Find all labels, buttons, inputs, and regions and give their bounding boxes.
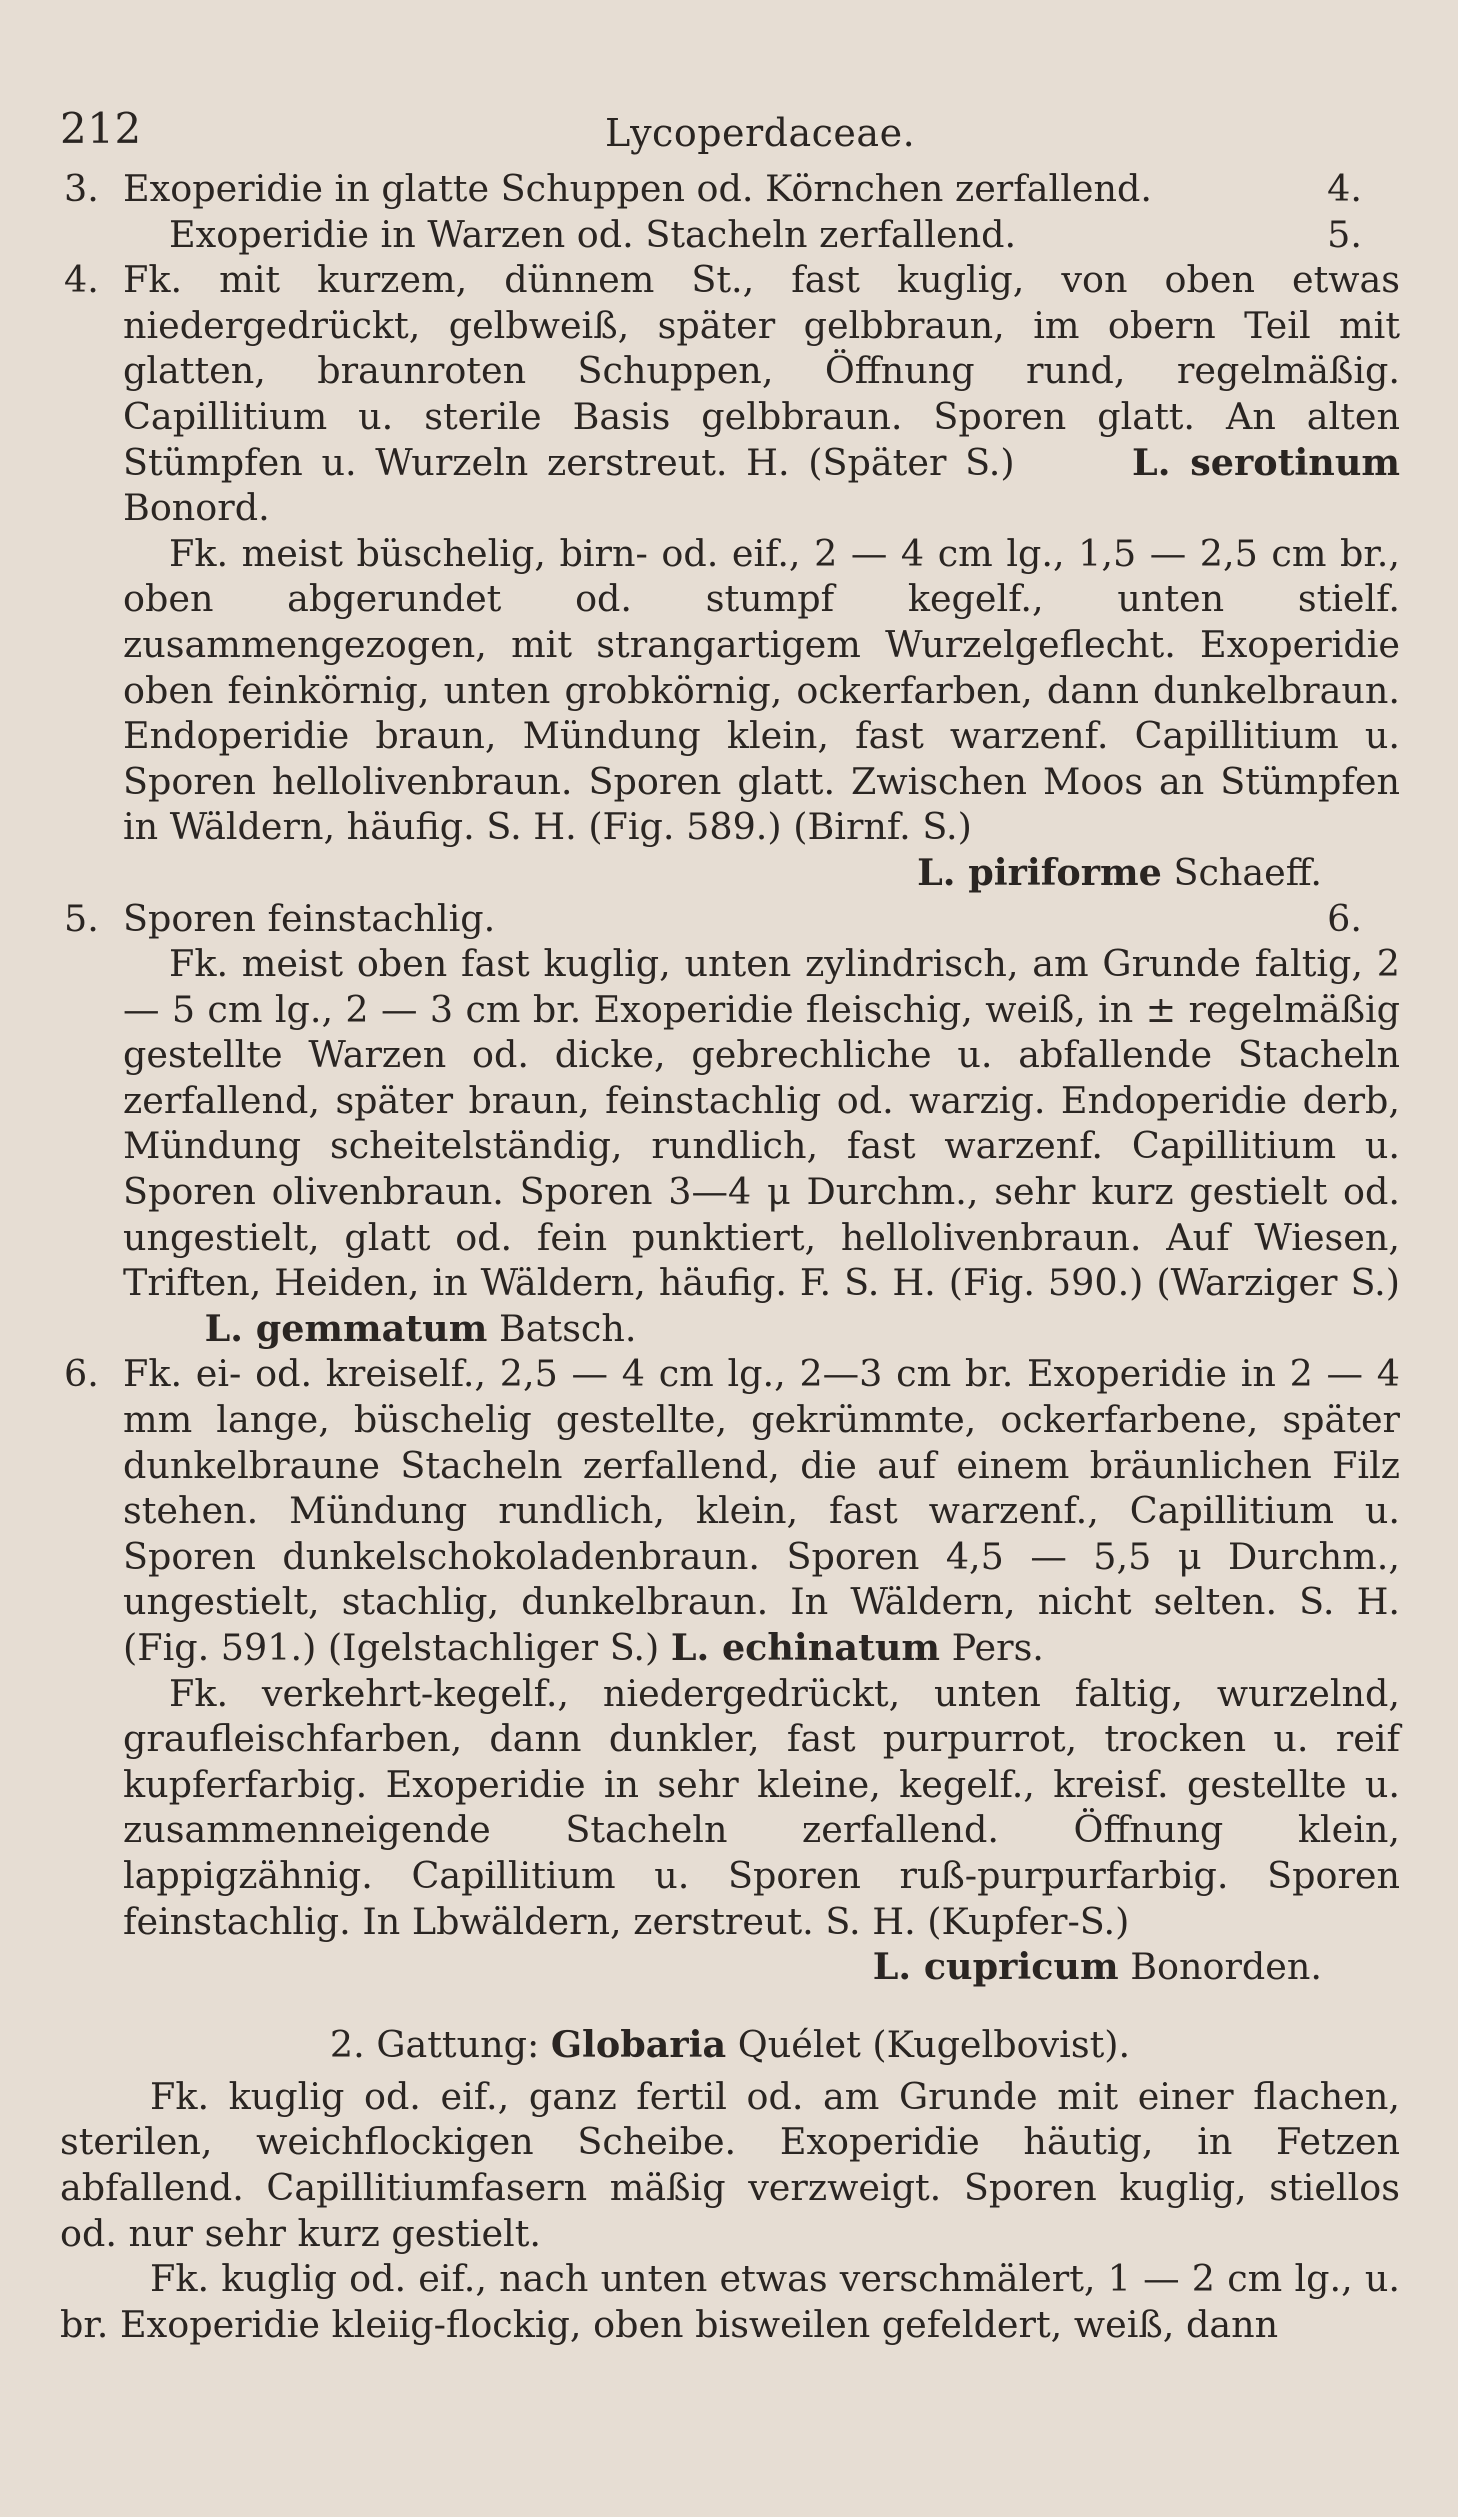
key-couplet-6b [60,1671,1400,1945]
genus-description: Fk. kuglig od. eif., ganz fertil od. am Grunde mit einer flachen, sterilen, weichflockigen Scheibe. Exoperidie häutig, in Fetzen abfallend. Capillitiumfasern mäßig verzweigt. Sporen kuglig, stiellos od. nur sehr kurz gestielt. [60,2074,1400,2255]
species-name: L. cupricum [872,1945,1119,1989]
species-line-6b [60,1944,1400,1990]
couplet-text: Fk. meist oben fast kuglig, unten zylindrisch, am Grunde faltig, 2 — 5 cm lg., 2 — 3 cm br. Exoperidie fleischig, weiß, in ± regelmäßig gestellte Warzen od. dicke, gebrechliche u. abfallende Stacheln zerfallend, später braun, feinstachlig od. warzig. Endoperidie derb, Mündung scheitelständig, rundlich, fast warzenf. Capillitium u. Sporen olivenbraun. Sporen 3—4 μ Durchm., sehr kurz gestielt od. ungestielt, glatt od. fein punktiert, hellolivenbraun. Auf Wiesen, Triften, Heiden, in Wäldern, häufig. F. S. H. (Fig. 590.) (Warziger S.) [123,942,1400,1305]
genus-name: Globaria [550,2022,727,2066]
couplet-number: 5. [64,896,99,940]
key-couplet-5a [60,896,1400,942]
couplet-lead: 4. [1327,167,1362,210]
species-author: Batsch. [498,1306,637,1350]
genus-author: Quélet (Kugelbovist). [737,2022,1131,2066]
key-couplet-3a [60,166,1400,212]
identification-key [60,166,1400,1990]
couplet-lead: 5. [1327,212,1362,256]
genus-heading [60,2022,1400,2068]
couplet-text: Sporen feinstachlig. [123,896,496,940]
key-couplet-3b [60,212,1400,258]
species-author: Schaeff. [1173,850,1322,894]
species-description: Fk. kuglig od. eif., nach unten etwas verschmälert, 1 — 2 cm lg., u. br. Exoperidie kleiig-flockig, oben bisweilen gefeldert, weiß, dann [60,2257,1400,2346]
key-couplet-5b [60,941,1400,1351]
species-author: Bonord. [123,486,270,530]
species-name: L. gemmatum [204,1306,488,1350]
species-name: L. serotinum [1132,440,1400,484]
species-name: L. echinatum [670,1626,940,1669]
species-author: Bonorden. [1130,1945,1322,1989]
key-couplet-6a [60,1351,1400,1670]
couplet-number: 6. [64,1352,99,1396]
key-couplet-4b [60,531,1400,850]
genus-prefix: 2. Gattung: [329,2022,540,2066]
couplet-text: Fk. ei- od. kreiself., 2,5 — 4 cm lg., 2—3 cm br. Exoperidie in 2 — 4 mm lange, büschelig gestellte, gekrümmte, ockerfarbene, später dunkelbraune Stacheln zerfallend, die auf einem bräunlichen Filz stehen. Mündung rundlich, klein, fast warzenf., Capillitium u. Sporen dunkelschokoladenbraun. Sporen 4,5 — 5,5 μ Durchm., ungestielt, stachlig, dunkelbraun. In Wäldern, nicht selten. S. H. (Fig. 591.) (Igelstachliger S.) [123,1352,1400,1669]
couplet-text: Fk. mit kurzem, dünnem St., fast kuglig, von oben etwas niedergedrückt, gelbweiß, später gelbbraun, im obern Teil mit glatten, braunroten Schuppen, Öffnung rund, regelmäßig. Capillitium u. sterile Basis gelbbraun. Sporen glatt. An alten Stümpfen u. Wurzeln zerstreut. H. (Später S.) [123,258,1400,484]
couplet-number: 3. [64,167,99,210]
couplet-lead: 6. [1327,896,1362,940]
page-number: 212 [60,104,142,153]
species-line-4b [60,850,1400,896]
running-title: Lycoperdaceae. [605,111,916,155]
couplet-number: 4. [64,258,99,302]
key-couplet-4a [60,257,1400,531]
couplet-text: Exoperidie in Warzen od. Stacheln zerfallend. [169,212,1017,256]
species-author: Pers. [951,1626,1044,1669]
page-header [60,96,1400,166]
species-name: L. piriforme [917,850,1162,894]
couplet-text: Fk. verkehrt-kegelf., niedergedrückt, unten faltig, wurzelnd, graufleischfarben, dann dunkler, fast purpurrot, trocken u. reif kupferfarbig. Exoperidie in sehr kleine, kegelf., kreisf. gestellte u. zusammenneigende Stacheln zerfallend. Öffnung klein, lappigzähnig. Capillitium u. Sporen ruß-purpurfarbig. Sporen feinstachlig. In Lbwäldern, zerstreut. S. H. (Kupfer-S.) [123,1671,1400,1943]
couplet-text: Exoperidie in glatte Schuppen od. Körnchen zerfallend. [123,167,1152,210]
couplet-text: Fk. meist büschelig, birn- od. eif., 2 — 4 cm lg., 1,5 — 2,5 cm br., oben abgerundet od. stumpf kegelf., unten stielf. zusammengezogen, mit strangartigem Wurzelgeflecht. Exoperidie oben feinkörnig, unten grobkörnig, ockerfarben, dann dunkelbraun. Endoperidie braun, Mündung klein, fast warzenf. Capillitium u. Sporen hellolivenbraun. Sporen glatt. Zwischen Moos an Stümpfen in Wäldern, häufig. S. H. (Fig. 589.) (Birnf. S.) [123,531,1400,849]
